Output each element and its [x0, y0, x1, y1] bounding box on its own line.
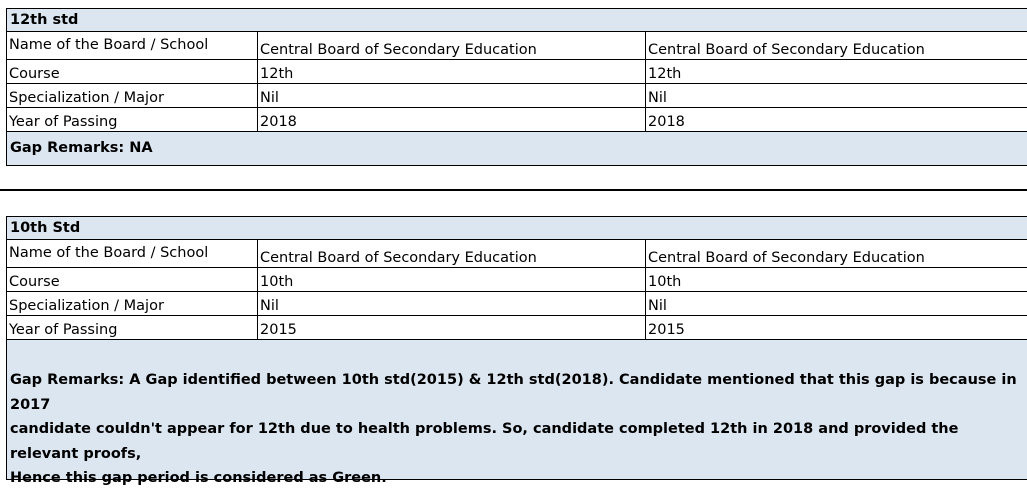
row-value-2: Nil — [648, 90, 667, 106]
gap-remarks-line: candidate couldn't appear for 12th due to health problems. So, candidate completed 12th in 2018 and provided the relevant proofs, — [10, 421, 959, 462]
row-value-1: 10th — [258, 268, 646, 291]
table-row — [6, 292, 1027, 316]
row-label: Specialization / Major — [7, 84, 258, 107]
row-label: Year of Passing — [7, 108, 258, 131]
table-row — [6, 32, 1027, 60]
gap-remarks-text — [10, 368, 1025, 491]
table-row — [6, 240, 1027, 268]
row-value-1: 2015 — [258, 316, 646, 339]
table-row — [6, 60, 1027, 84]
table-row — [6, 316, 1027, 340]
gap-remarks-line: Gap Remarks: A Gap identified between 10th std(2015) & 12th std(2018). Candidate mentioned that this gap is because in 2017 — [10, 372, 1017, 413]
section-title: 12th std — [6, 8, 1027, 32]
table-row — [6, 268, 1027, 292]
row-value-1: Central Board of Secondary Education — [258, 32, 646, 59]
section-divider — [0, 189, 1027, 191]
gap-remarks: Gap Remarks: NA — [6, 132, 1027, 166]
row-label: Name of the Board / School — [7, 240, 258, 267]
row-value-2: 2015 — [648, 322, 685, 338]
row-label: Name of the Board / School — [7, 32, 258, 59]
row-value-1: 12th — [258, 60, 646, 83]
section-title: 10th Std — [6, 216, 1027, 240]
gap-remarks-line: Hence this gap period is considered as Green. — [10, 470, 387, 486]
row-value-1: Central Board of Secondary Education — [258, 240, 646, 267]
row-label: Year of Passing — [7, 316, 258, 339]
row-value-1: Nil — [258, 292, 646, 315]
row-value-2: Nil — [648, 298, 667, 314]
row-value-2: 12th — [648, 66, 682, 82]
row-value-1: 2018 — [258, 108, 646, 131]
row-label: Course — [7, 268, 258, 291]
row-label: Course — [7, 60, 258, 83]
gap-remarks — [6, 340, 1027, 486]
row-value-1: Nil — [258, 84, 646, 107]
row-label: Specialization / Major — [7, 292, 258, 315]
table-row — [6, 108, 1027, 132]
table-row — [6, 84, 1027, 108]
row-value-2: 2018 — [648, 114, 685, 130]
row-value-2: Central Board of Secondary Education — [648, 250, 925, 266]
row-value-2: Central Board of Secondary Education — [648, 42, 925, 58]
row-value-2: 10th — [648, 274, 682, 290]
